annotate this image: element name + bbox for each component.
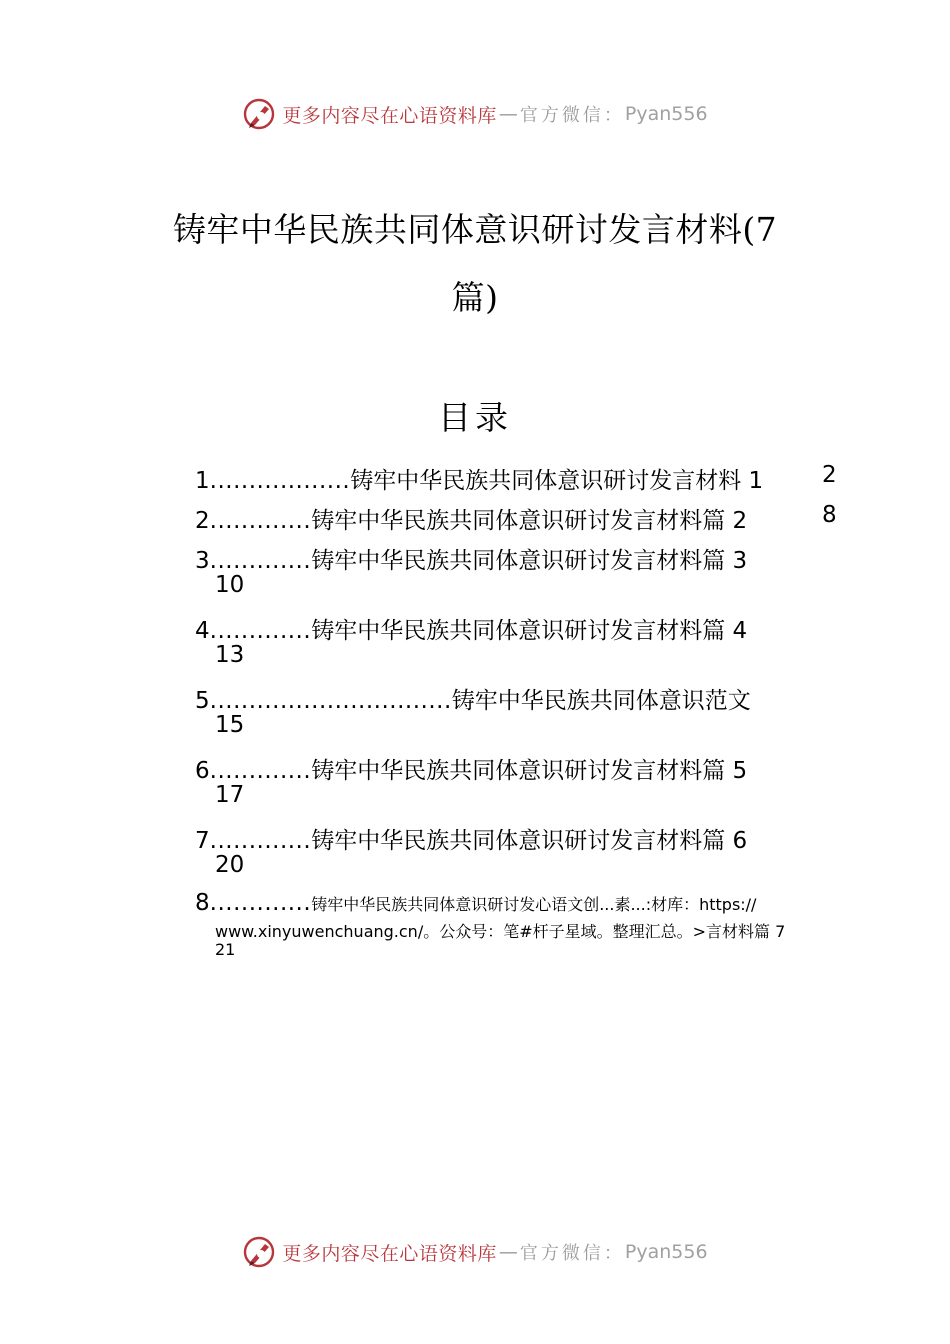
toc-number: 7 — [195, 828, 210, 854]
footer-watermark-banner — [0, 1232, 950, 1272]
toc-number: 5 — [195, 688, 210, 714]
banner-wechat-id: Pyan556 — [624, 1241, 708, 1263]
banner-separator: — — [498, 1241, 518, 1263]
toc-entry-6[interactable] — [195, 752, 747, 785]
toc-page-number: 10 — [215, 572, 245, 598]
toc-title: 铸牢中华民族共同体意识范文 — [451, 688, 751, 714]
toc-page-number: 2 — [822, 462, 837, 488]
toc-number: 3 — [195, 548, 210, 574]
document-title-line1: 铸牢中华民族共同体意识研讨发言材料(7 — [172, 210, 778, 249]
banner-wechat-id: Pyan556 — [624, 103, 708, 125]
toc-title: 铸牢中华民族共同体意识研讨发言材料 1 — [350, 468, 764, 494]
toc-leader-dots: ............. — [209, 618, 312, 644]
toc-leader-dots: ............. — [209, 828, 312, 854]
document-title-line2: 篇) — [451, 278, 499, 317]
toc-number: 4 — [195, 618, 210, 644]
toc-title: 铸牢中华民族共同体意识研讨发言材料篇 6 — [311, 828, 748, 854]
banner-text: 更多内容尽在心语资料库 — [282, 1242, 497, 1265]
toc-entry-7[interactable] — [195, 822, 747, 855]
toc-title: 铸牢中华民族共同体意识研讨发言材料篇 2 — [311, 508, 748, 534]
toc-title-line2: www.xinyuwenchuang.cn/。公众号：笔#杆子星域。整理汇总。>言材料篇 7 — [215, 922, 786, 941]
toc-number: 1 — [195, 468, 210, 494]
header-watermark-banner — [0, 94, 950, 134]
toc-page-number: 8 — [822, 502, 837, 528]
toc-entry-2[interactable] — [195, 502, 747, 535]
toc-page-number: 13 — [215, 642, 245, 668]
toc-leader-dots: ............................... — [209, 688, 452, 714]
banner-separator: — — [498, 103, 518, 125]
toc-entry-8[interactable] — [195, 890, 756, 916]
toc-page-number: 15 — [215, 712, 245, 738]
toc-leader-dots: ............. — [209, 508, 312, 534]
toc-entry-4[interactable] — [195, 612, 747, 645]
toc-title: 铸牢中华民族共同体意识研讨发言材料篇 4 — [311, 618, 748, 644]
toc-number: 8 — [195, 890, 210, 916]
toc-leader-dots: ............. — [209, 758, 312, 784]
toc-title-line1: 铸牢中华民族共同体意识研讨发心语文创...素...:材库：https:// — [311, 895, 757, 914]
toc-number: 6 — [195, 758, 210, 784]
toc-entry-1[interactable] — [195, 462, 763, 495]
toc-page-number: 20 — [215, 852, 245, 878]
pen-logo-icon — [242, 1235, 276, 1269]
toc-leader-dots: ............. — [209, 548, 312, 574]
toc-leader-dots: .................. — [209, 468, 351, 494]
banner-wechat-label: 官方微信： — [519, 1243, 625, 1264]
banner-text: 更多内容尽在心语资料库 — [282, 104, 497, 127]
pen-logo-icon — [242, 97, 276, 131]
toc-title: 铸牢中华民族共同体意识研讨发言材料篇 5 — [311, 758, 748, 784]
toc-entry-3[interactable] — [195, 542, 747, 575]
toc-heading: 目录 — [438, 398, 512, 437]
toc-leader-dots: ............. — [209, 890, 312, 916]
toc-page-number: 17 — [215, 782, 245, 808]
toc-page-number: 21 — [215, 940, 236, 959]
toc-title: 铸牢中华民族共同体意识研讨发言材料篇 3 — [311, 548, 748, 574]
toc-number: 2 — [195, 508, 210, 534]
banner-wechat-label: 官方微信： — [519, 105, 625, 126]
toc-entry-5[interactable] — [195, 682, 751, 715]
